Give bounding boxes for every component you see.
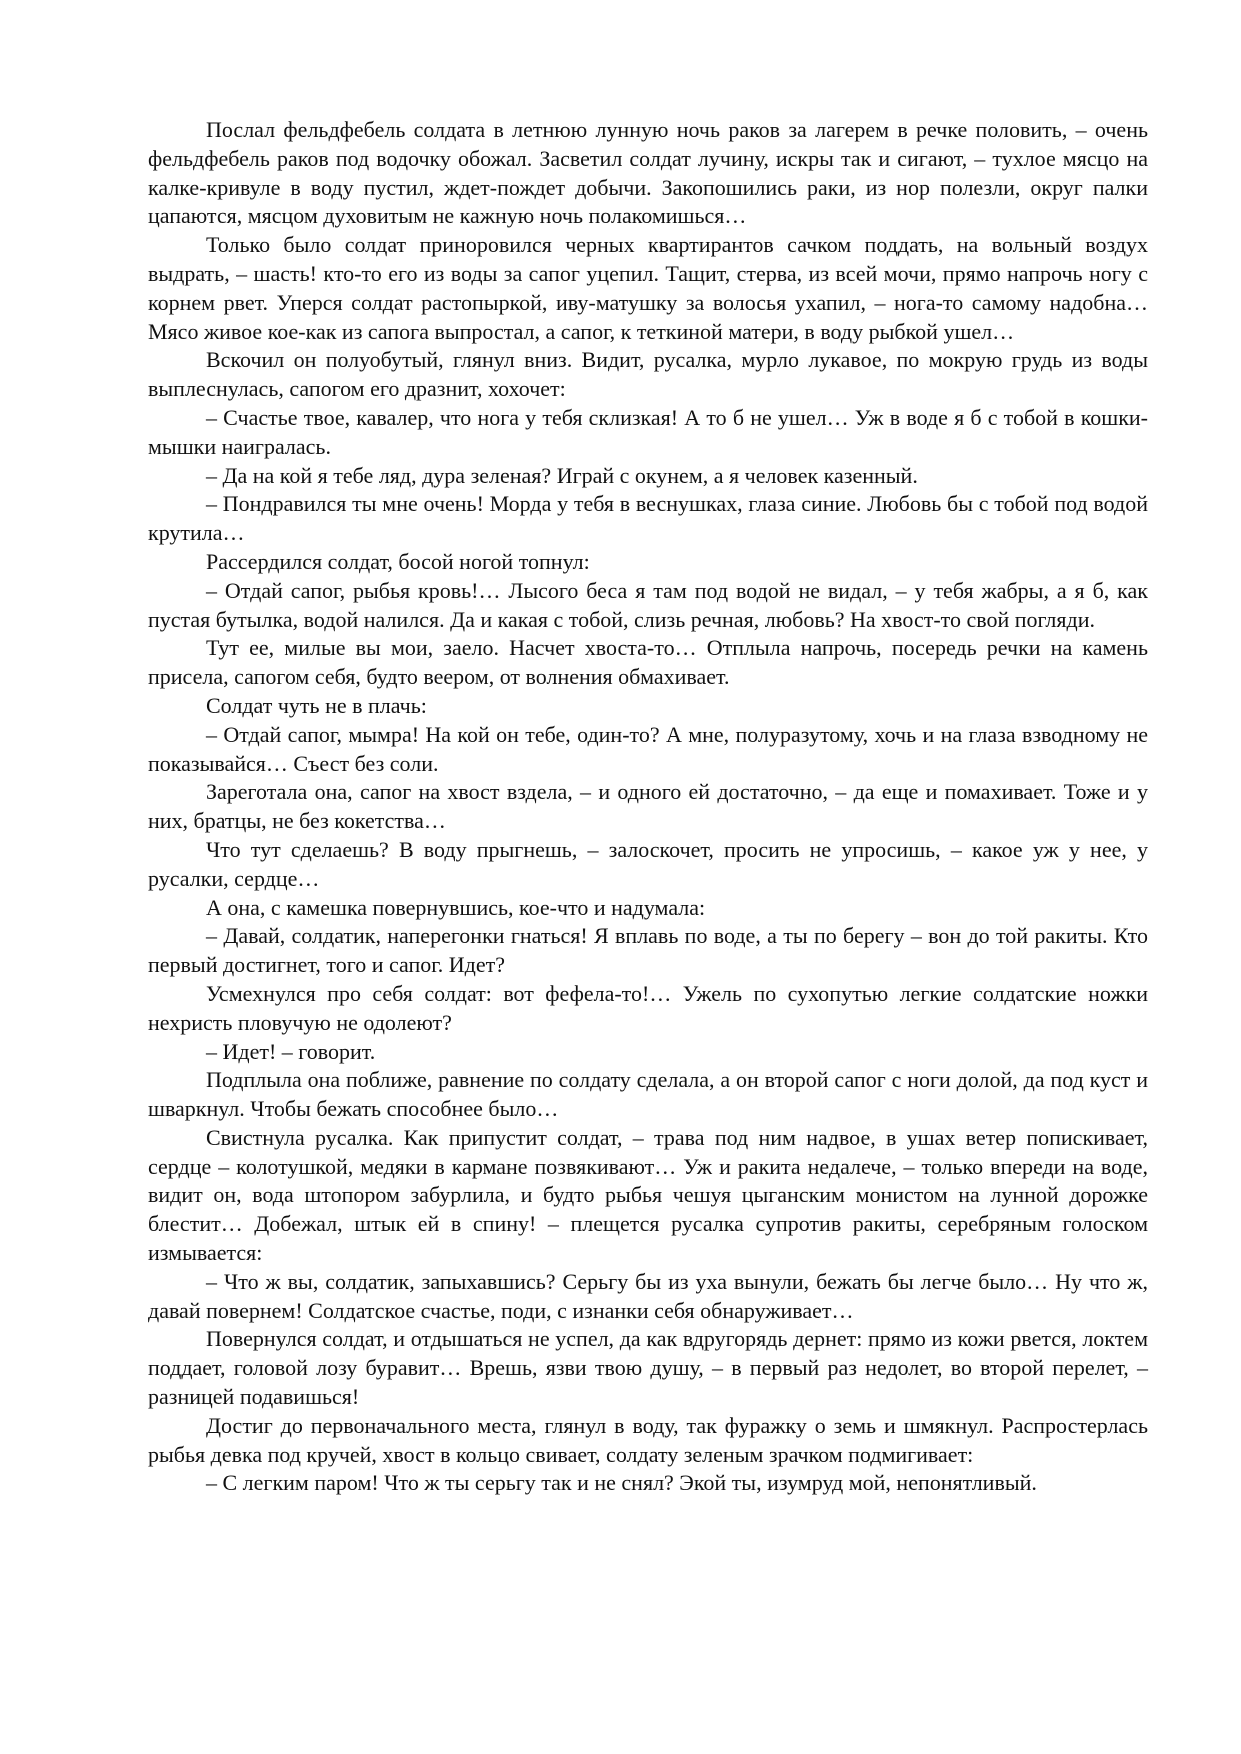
- paragraph: – Отдай сапог, мымра! На кой он тебе, один-то? А мне, полуразутому, хочь и на глаза взводному не показывайся… Съест без соли.: [148, 721, 1148, 776]
- paragraph: – Отдай сапог, рыбья кровь!… Лысого беса я там под водой не видал, – у тебя жабры, а я б, как пустая бутылка, водой налился. Да и какая с тобой, слизь речная, любовь? На хвост-то свой погляди.: [148, 577, 1148, 632]
- paragraph: – Давай, солдатик, наперегонки гнаться! Я вплавь по воде, а ты по берегу – вон до той ракиты. Кто первый достигнет, того и сапог. Идет?: [148, 923, 1148, 978]
- paragraph: – Идет! – говорит.: [206, 1038, 376, 1064]
- paragraph: Тут ее, милые вы мои, заело. Насчет хвоста-то… Отплыла напрочь, посередь речки на камень присела, сапогом себя, будто веером, от волнения обмахивает.: [148, 635, 1148, 690]
- paragraph: Только было солдат приноровился черных квартирантов сачком поддать, на вольный воздух выдрать, – шасть! кто-то его из воды за сапог уцепил. Тащит, стерва, из всей мочи, прямо напрочь ногу с корнем рвет. Уперся солдат растопыркой, иву-матушку за волосья ухапил, – нога-то самому надобна… Мясо живое кое-как из сапога выпростал, а сапог, к теткиной матери, в воду рыбкой ушел…: [148, 232, 1148, 344]
- paragraph: Рассердился солдат, босой ногой топнул:: [206, 548, 590, 574]
- paragraph: – Что ж вы, солдатик, запыхавшись? Серьгу бы из уха вынули, бежать бы легче было… Ну что ж, давай повернем! Солдатское счастье, поди, с изнанки себя обнаруживает…: [148, 1268, 1148, 1323]
- paragraph: Свистнула русалка. Как припустит солдат, – трава под ним надвое, в ушах ветер попискивает, сердце – колотушкой, медяки в кармане позвякивают… Уж и ракита недалече, – только впереди на воде, видит он, вода штопором забурлила, и будто рыбья чешуя цыганским монистом на лунной дорожке блестит… Добежал, штык ей в спину! – плещется русалка супротив ракиты, серебряным голоском измывается:: [148, 1124, 1148, 1266]
- paragraph: – Пондравился ты мне очень! Морда у тебя в веснушках, глаза синие. Любовь бы с тобой под водой крутила…: [148, 491, 1148, 546]
- paragraph: Повернулся солдат, и отдышаться не успел, да как вдругорядь дернет: прямо из кожи рвется, локтем поддает, головой лозу буравит… Врешь, язви твою душу, – в первый раз недолет, во второй перелет, – разницей подавишься!: [148, 1326, 1148, 1410]
- paragraph: Достиг до первоначального места, глянул в воду, так фуражку о земь и шмякнул. Распростерлась рыбья девка под кручей, хвост в кольцо свивает, солдату зеленым зрачком подмигивает:: [148, 1412, 1148, 1467]
- paragraph: Усмехнулся про себя солдат: вот фефела-то!… Ужель по сухопутью легкие солдатские ножки нехристь пловучую не одолеют?: [148, 980, 1148, 1035]
- paragraph: – С легким паром! Что ж ты серьгу так и не снял? Экой ты, изумруд мой, непонятливый.: [206, 1470, 1037, 1496]
- paragraph: Послал фельдфебель солдата в летнюю лунную ночь раков за лагерем в речке половить, – очень фельдфебель раков под водочку обожал. Засветил солдат лучину, искры так и сигают, – тухлое мясцо на калке-кривуле в воду пустил, ждет-пождет добычи. Закопошились раки, из нор полезли, округ палки цапаются, мясцом духовитым не кажную ночь полакомишься…: [148, 117, 1148, 229]
- paragraph: Вскочил он полуобутый, глянул вниз. Видит, русалка, мурло лукавое, по мокрую грудь из воды выплеснулась, сапогом его дразнит, хохочет:: [148, 347, 1148, 402]
- paragraph: Зареготала она, сапог на хвост вздела, – и одного ей достаточно, – да еще и помахивает. Тоже и у них, братцы, не без кокетства…: [148, 779, 1148, 834]
- paragraph: Что тут сделаешь? В воду прыгнешь, – залоскочет, просить не упросишь, – какое уж у нее, у русалки, сердце…: [148, 836, 1148, 891]
- paragraph: – Счастье твое, кавалер, что нога у тебя склизкая! А то б не ушел… Уж в воде я б с тобой в кошки-мышки наигралась.: [148, 404, 1148, 459]
- paragraph: А она, с камешка повернувшись, кое-что и надумала:: [206, 894, 706, 920]
- paragraph: – Да на кой я тебе ляд, дура зеленая? Играй с окунем, а я человек казенный.: [206, 462, 918, 488]
- paragraph: Подплыла она поближе, равнение по солдату сделала, а он второй сапог с ноги долой, да под куст и шваркнул. Чтобы бежать способнее было…: [148, 1067, 1148, 1122]
- document-page: [148, 116, 1148, 1498]
- paragraph: Солдат чуть не в плачь:: [206, 692, 427, 718]
